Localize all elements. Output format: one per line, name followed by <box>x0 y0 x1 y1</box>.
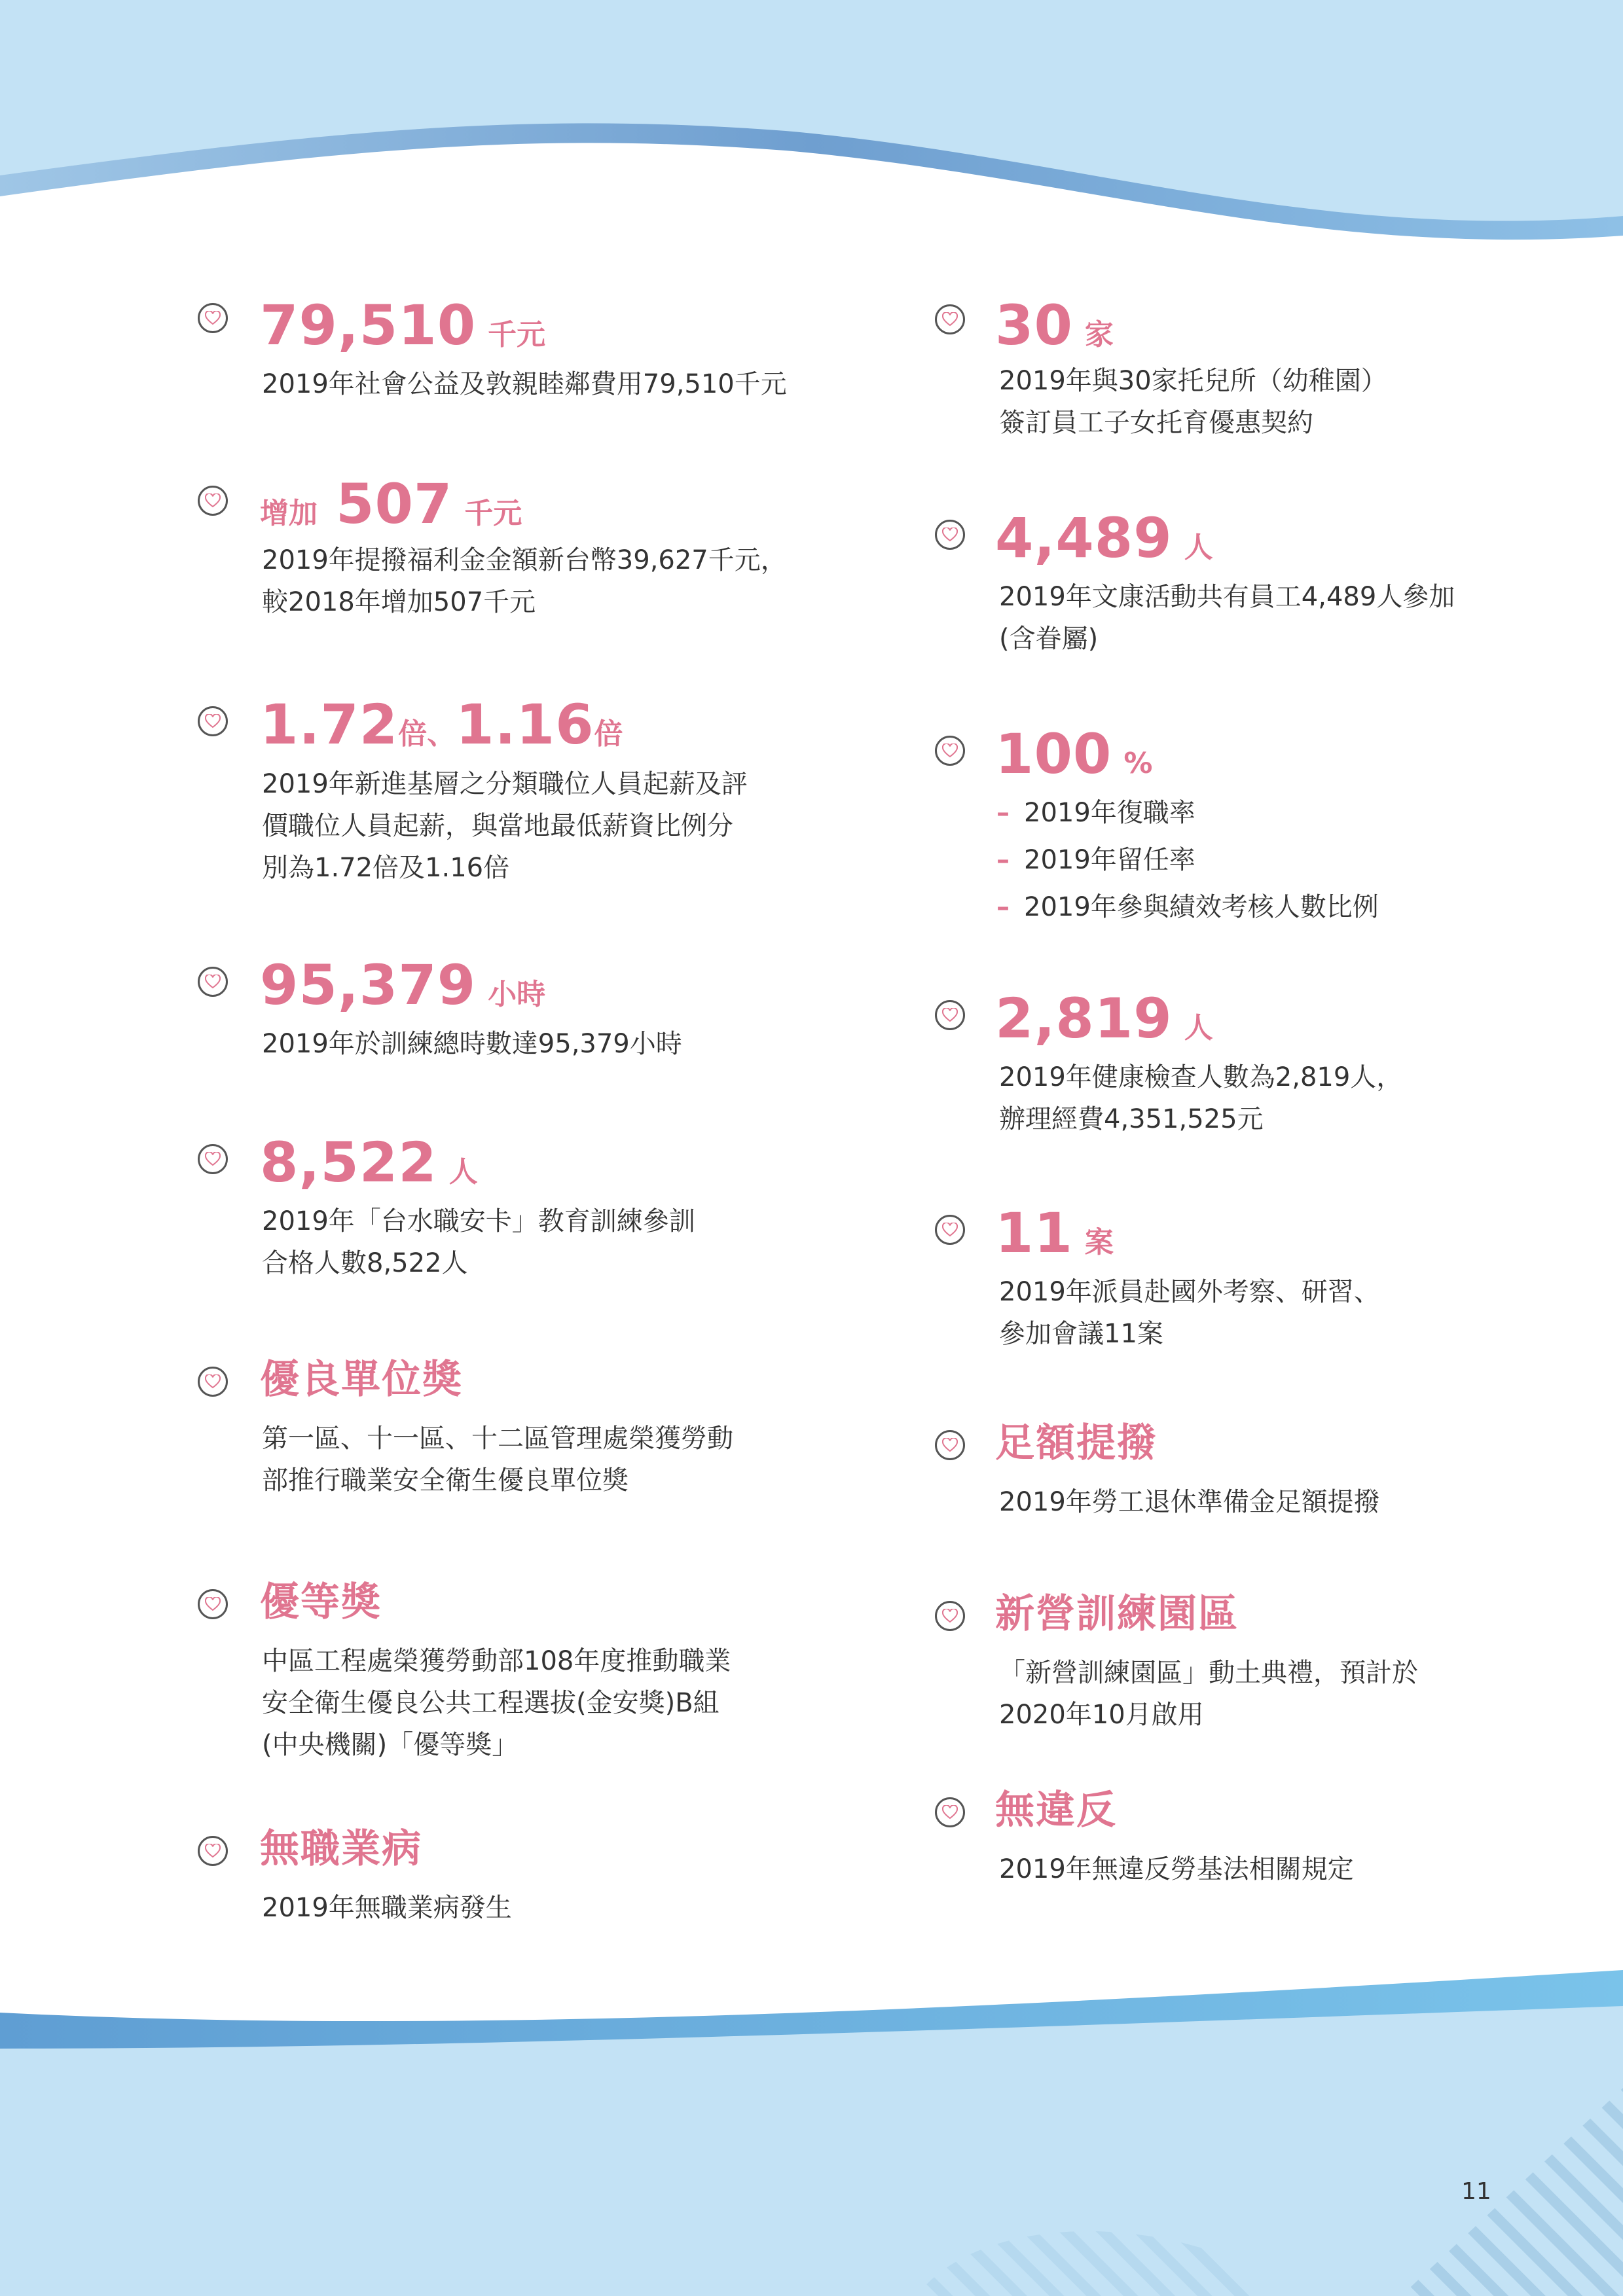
stat-description: 2019年於訓練總時數達95,379小時 <box>262 1029 682 1059</box>
heart-circle-icon <box>198 1367 228 1397</box>
stat-description: 2019年健康檢查人數為2,819人， <box>999 1062 1403 1092</box>
stat-description: 較2018年增加507千元 <box>262 587 536 617</box>
stat-value: 100 <box>995 722 1112 786</box>
bullet-item: – 2019年留任率 <box>996 836 1379 884</box>
award-title: 足額提撥 <box>995 1420 1158 1466</box>
heart-circle-icon <box>198 1836 228 1866</box>
bottom-wave-background <box>0 1950 1623 2296</box>
stat-value: 95,379 <box>260 953 477 1017</box>
award-title: 無職業病 <box>260 1826 422 1872</box>
stat-description: 別為1.72倍及1.16倍 <box>262 853 510 883</box>
stat-prefix: 增加 <box>260 497 318 530</box>
heart-circle-icon <box>935 1000 965 1030</box>
stat-description: 2019年社會公益及敦親睦鄰費用79,510千元 <box>262 369 787 399</box>
stat-description: 2019年與30家托兒所（幼稚園） <box>999 366 1387 396</box>
stat-description: 合格人數8,522人 <box>262 1248 468 1278</box>
heart-circle-icon <box>935 304 965 334</box>
stat-description: 辦理經費4,351,525元 <box>999 1104 1264 1134</box>
heart-circle-icon <box>198 1589 228 1619</box>
heart-circle-icon <box>935 1215 965 1245</box>
stat-unit: 千元 <box>464 497 522 530</box>
stat-description: 參加會議11案 <box>999 1319 1163 1349</box>
stat-description: (含眷屬) <box>999 624 1099 654</box>
heart-circle-icon <box>935 1797 965 1827</box>
stat-description: 部推行職業安全衛生優良單位獎 <box>262 1465 629 1496</box>
stat-unit: 案 <box>1084 1226 1114 1259</box>
heart-circle-icon <box>935 520 965 550</box>
heart-circle-icon <box>935 1601 965 1631</box>
heart-circle-icon <box>935 1430 965 1460</box>
stat-description: 中區工程處榮獲勞動部108年度推動職業 <box>262 1646 731 1676</box>
stat-unit: 人 <box>1184 1011 1213 1045</box>
stat-description: 安全衛生優良公共工程選拔(金安獎)B組 <box>262 1688 720 1718</box>
award-title: 無違反 <box>995 1787 1117 1833</box>
stat-description: 2019年文康活動共有員工4,489人參加 <box>999 582 1455 612</box>
stat-value: 30 <box>995 293 1073 357</box>
stat-description: 2019年勞工退休準備金足額提撥 <box>999 1487 1380 1517</box>
stat-value: 507 <box>336 472 453 536</box>
stat-value: 2,819 <box>995 986 1173 1050</box>
stat-description: 2019年新進基層之分類職位人員起薪及評 <box>262 769 748 799</box>
stat-description: (中央機關)「優等獎」 <box>262 1730 519 1760</box>
stat-value: 11 <box>995 1201 1073 1265</box>
top-wave-background <box>0 0 1623 262</box>
stat-unit: 小時 <box>488 978 546 1011</box>
stat-unit: 千元 <box>488 318 546 351</box>
award-title: 優等獎 <box>260 1579 382 1625</box>
heart-circle-icon <box>198 967 228 997</box>
stat-description: 2019年無職業病發生 <box>262 1893 512 1923</box>
heart-circle-icon <box>935 736 965 766</box>
stat-unit: 倍 <box>398 717 428 751</box>
award-title: 新營訓練園區 <box>995 1591 1239 1637</box>
stat-description: 2020年10月啟用 <box>999 1700 1204 1730</box>
stat-description: 第一區、十一區、十二區管理處榮獲勞動 <box>262 1424 733 1454</box>
stat-description: 簽訂員工子女托育優惠契約 <box>999 408 1313 438</box>
stat-value: 79,510 <box>260 293 477 357</box>
stat-value: 1.72 <box>260 692 399 757</box>
stat-separator: 、 <box>427 717 456 751</box>
stat-unit: 倍 <box>594 717 623 751</box>
stat-unit: 人 <box>1184 531 1213 564</box>
stat-unit: 家 <box>1084 318 1114 351</box>
stat-description: 價職位人員起薪，與當地最低薪資比例分 <box>262 811 733 841</box>
stat-unit: 人 <box>448 1155 478 1189</box>
stat-description: 2019年派員赴國外考察、研習、 <box>999 1277 1380 1307</box>
page-number: 11 <box>1461 2178 1491 2205</box>
award-title: 優良單位獎 <box>260 1357 463 1403</box>
bullet-item: – 2019年復職率 <box>996 789 1379 836</box>
bullet-item: – 2019年參與績效考核人數比例 <box>996 884 1379 931</box>
stat-description: 「新營訓練園區」動土典禮，預計於 <box>999 1658 1418 1688</box>
stat-description: 2019年無違反勞基法相關規定 <box>999 1854 1354 1884</box>
stat-description: 2019年「台水職安卡」教育訓練參訓 <box>262 1206 695 1236</box>
stat-description: 2019年提撥福利金金額新台幣39,627千元， <box>262 545 787 575</box>
stat-value: 1.16 <box>456 692 594 757</box>
stat-unit: % <box>1123 747 1153 780</box>
heart-circle-icon <box>198 1144 228 1174</box>
stat-value: 8,522 <box>260 1130 437 1194</box>
stat-value: 4,489 <box>995 506 1173 570</box>
heart-circle-icon <box>198 303 228 333</box>
heart-circle-icon <box>198 706 228 736</box>
heart-circle-icon <box>198 486 228 516</box>
